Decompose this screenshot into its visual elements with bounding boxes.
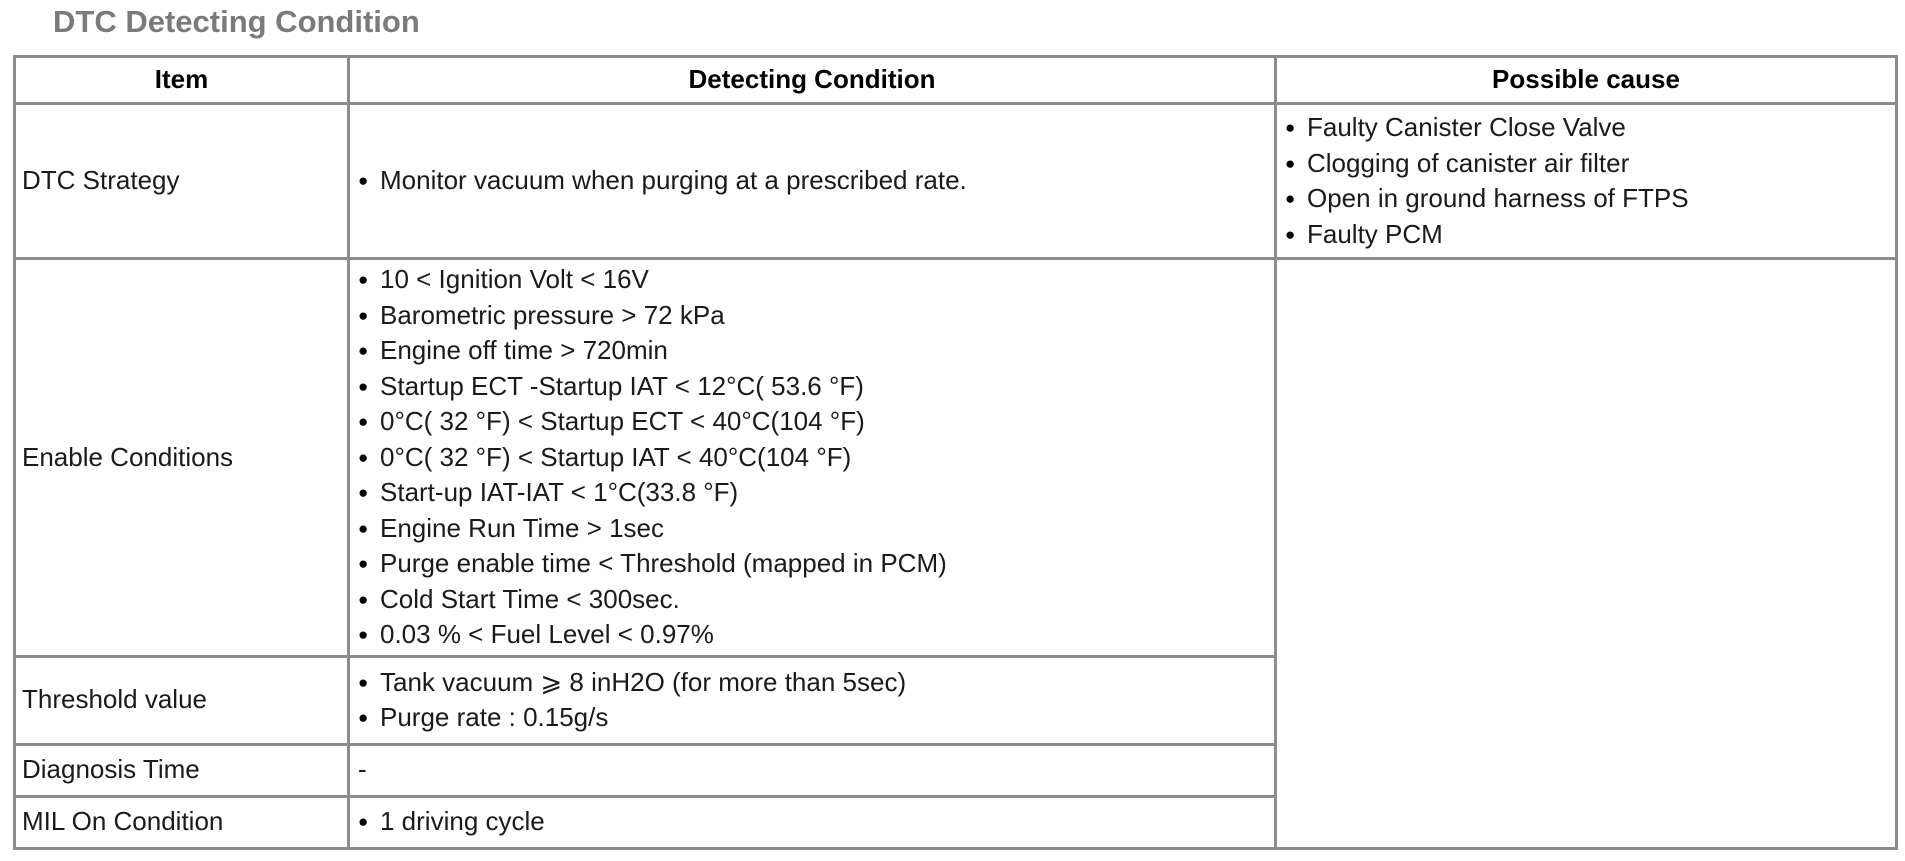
condition-cell [349, 656, 1276, 744]
condition-list [358, 262, 1268, 653]
condition-cell [349, 259, 1276, 657]
condition-list [358, 163, 1268, 199]
column-header-item: Item [15, 57, 349, 104]
table-row-dtc-strategy [15, 104, 1897, 259]
table-row-enable-conditions [15, 259, 1897, 657]
cause-item: ● Clogging of canister air filter [1285, 146, 1889, 182]
condition-list [358, 665, 1268, 736]
condition-item: ● Monitor vacuum when purging at a prescribed rate. [358, 163, 1268, 199]
cause-list [1285, 110, 1889, 252]
condition-item: ● Cold Start Time < 300sec. [358, 582, 1268, 618]
condition-item: ● Tank vacuum ⩾ 8 inH2O (for more than 5sec) [358, 665, 1268, 701]
item-cell: DTC Strategy [15, 104, 349, 259]
cause-cell-empty [1276, 259, 1897, 849]
condition-item: ● 0.03 % < Fuel Level < 0.97% [358, 617, 1268, 653]
condition-item: ● Barometric pressure > 72 kPa [358, 298, 1268, 334]
item-cell: Threshold value [15, 656, 349, 744]
condition-item: ● Purge enable time < Threshold (mapped in PCM) [358, 546, 1268, 582]
item-cell: Diagnosis Time [15, 744, 349, 796]
condition-list [358, 804, 1268, 840]
table-header-row [15, 57, 1897, 104]
condition-item: ● Startup ECT -Startup IAT < 12°C( 53.6 °F) [358, 369, 1268, 405]
column-header-possible-cause: Possible cause [1276, 57, 1897, 104]
cause-item: ● Faulty Canister Close Valve [1285, 110, 1889, 146]
condition-item: ● Purge rate : 0.15g/s [358, 700, 1268, 736]
cause-item: ● Faulty PCM [1285, 217, 1889, 253]
cause-item: ● Open in ground harness of FTPS [1285, 181, 1889, 217]
condition-item: ● 0°C( 32 °F) < Startup IAT < 40°C(104 °F) [358, 440, 1268, 476]
condition-item: ● 10 < Ignition Volt < 16V [358, 262, 1268, 298]
column-header-detecting-condition: Detecting Condition [349, 57, 1276, 104]
condition-item: ● 0°C( 32 °F) < Startup ECT < 40°C(104 °F) [358, 404, 1268, 440]
condition-cell: - [349, 744, 1276, 796]
condition-item: ● Engine Run Time > 1sec [358, 511, 1268, 547]
cause-cell [1276, 104, 1897, 259]
condition-cell [349, 796, 1276, 848]
item-cell: Enable Conditions [15, 259, 349, 657]
dtc-table [13, 55, 1898, 850]
item-cell: MIL On Condition [15, 796, 349, 848]
condition-cell [349, 104, 1276, 259]
condition-item: ● Engine off time > 720min [358, 333, 1268, 369]
condition-item: ● 1 driving cycle [358, 804, 1268, 840]
page-title: DTC Detecting Condition [53, 4, 420, 39]
condition-item: ● Start-up IAT-IAT < 1°C(33.8 °F) [358, 475, 1268, 511]
